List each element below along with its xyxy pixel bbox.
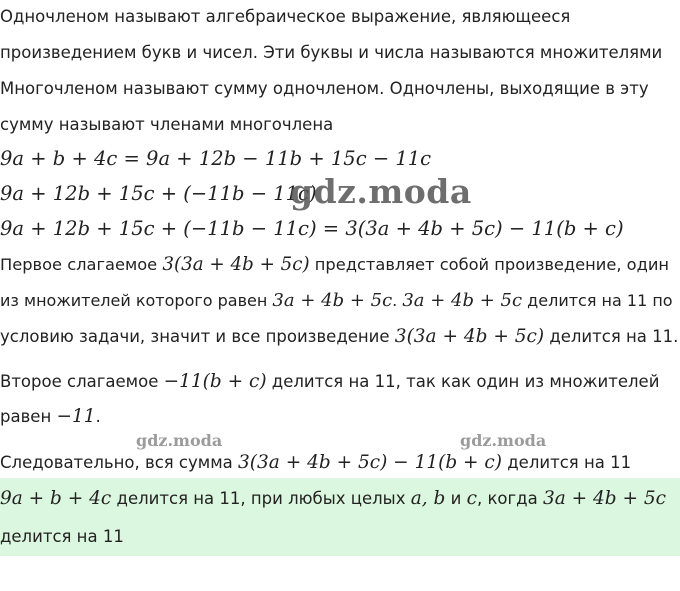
text: равен [0,407,57,426]
equation-2: 9a + 12b + 15c + (−11b − 11c) [0,182,317,205]
text: условию задачи, значит и все произведение [0,327,395,346]
text: , когда [476,489,543,508]
math-expr: 9a + b + 4c [0,488,112,509]
math-expr: −11(b + c) [163,371,267,392]
math-expr: 3a + 4b + 5c [542,488,667,509]
watermark-logo-small: gdz.moda [136,431,223,450]
text: делится на 11, так как один из множителей [266,372,660,391]
math-expr: 3a + 4b + 5c [402,290,523,311]
text: . [95,407,101,426]
equation-1: 9a + b + 4c = 9a + 12b − 11b + 15c − 11c [0,147,432,170]
explanation-line-1 [0,252,669,278]
text: делится на 11 по [522,291,673,310]
math-expr: 3(3a + 4b + 5c) − 11(b + c) [238,452,503,473]
text: Первое слагаемое [0,255,163,274]
definition-line-4: сумму называют членами многочлена [0,115,334,134]
conclusion-line [0,450,631,476]
math-expr: c [466,488,477,509]
definition-line-1: Одночленом называют алгебраическое выражение, являющееся [0,7,571,26]
equation-3: 9a + 12b + 15c + (−11b − 11c) = 3(3a + 4b + 5c) − 11(b + c) [0,217,624,240]
text: Следовательно, вся сумма [0,453,239,472]
text: Второе слагаемое [0,372,164,391]
explanation-line-5 [0,404,101,430]
math-expr: 3a + 4b + 5c [272,290,393,311]
watermark-logo-small: gdz.moda [460,431,547,450]
definition-line-3: Многочленом называют сумму одночленом. Одночлены, выходящие в эту [0,79,649,98]
math-expr: a, b [410,488,446,509]
explanation-line-4 [0,369,659,395]
text: делится на 11. [544,327,679,346]
text: . [392,291,403,310]
text: представляет собой произведение, один [309,255,670,274]
answer-line-1 [0,486,666,512]
text: из множителей которого равен [0,291,273,310]
definition-line-2: произведением букв и чисел. Эти буквы и числа называются множителями [0,43,663,62]
answer-line-2: делится на 11 [0,527,124,546]
explanation-line-3 [0,324,678,350]
math-expr: 3(3a + 4b + 5c) [394,326,545,347]
watermark-logo: gdz.moda [290,172,472,211]
text: и [445,489,467,508]
math-expr: 3(3a + 4b + 5c) [162,254,310,275]
text: делится на 11 [502,453,632,472]
text: делится на 11, при любых целых [111,489,411,508]
math-expr: −11 [56,406,96,427]
explanation-line-2 [0,288,673,314]
